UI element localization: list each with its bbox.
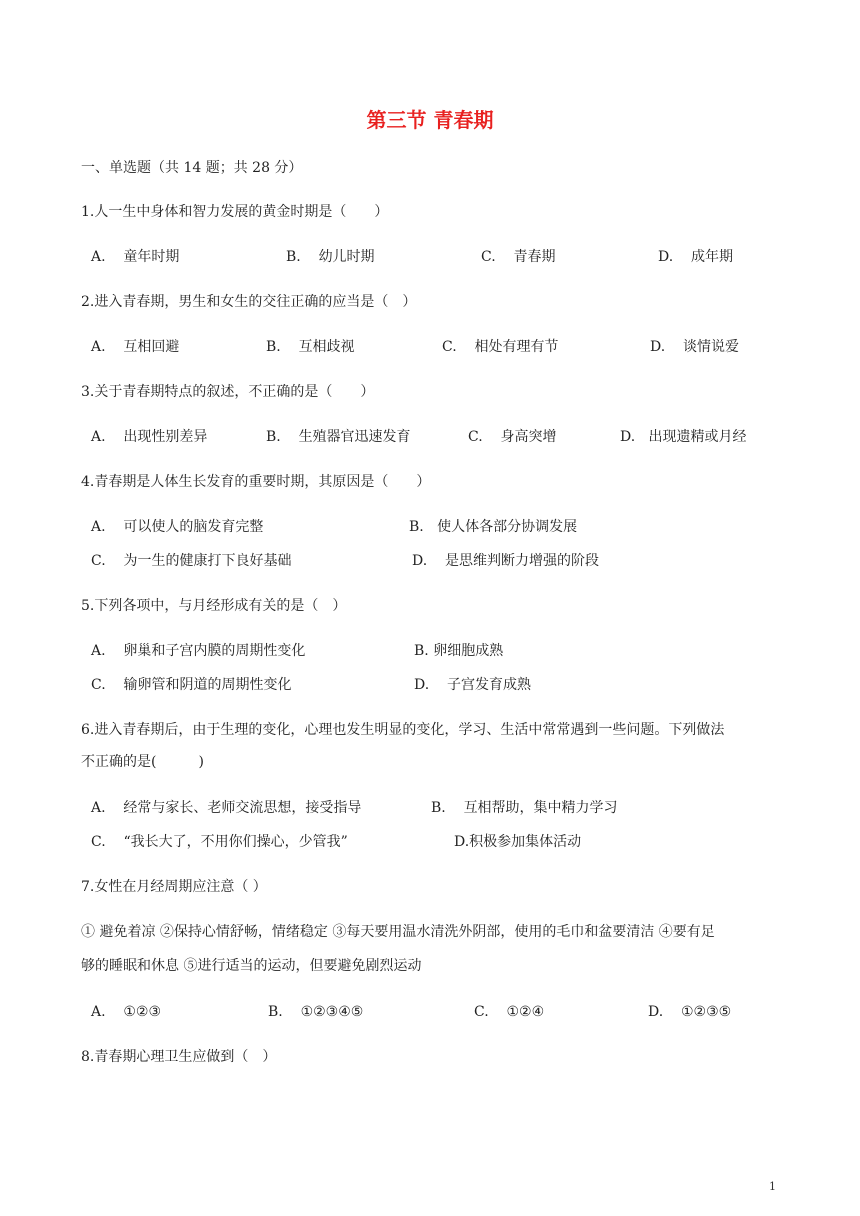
option-text: ①②④: [506, 1004, 545, 1020]
question-4-stem: 4.青春期是人体生长发育的重要时期，其原因是（ ）: [81, 474, 431, 490]
option-letter: A.: [91, 800, 106, 816]
option-letter: B.: [409, 519, 424, 535]
option-text: “我长大了，不用你们操心，少管我”: [123, 834, 348, 850]
option-text: B. 卵细胞成熟: [414, 643, 504, 659]
question-7-body-line1: ① 避免着凉 ②保持心情舒畅，情绪稳定 ③每天要用温水清洗外阴部，使用的毛巾和盆要清洁 ④要有足: [81, 924, 715, 940]
option-text: 成年期: [691, 249, 733, 265]
question-7-stem: 7.女性在月经周期应注意（ ）: [81, 879, 267, 895]
option-letter: A.: [91, 429, 106, 445]
option-letter: B.: [268, 1004, 283, 1020]
option-text: 谈情说爱: [683, 339, 739, 355]
option-letter: A.: [91, 643, 106, 659]
question-8-stem: 8.青春期心理卫生应做到（ ）: [81, 1049, 277, 1065]
q3-option-d: [620, 427, 747, 447]
q2-option-a: [91, 337, 179, 357]
page-number: 1: [769, 1180, 776, 1193]
q5-option-b: [414, 641, 503, 661]
q1-option-d: [658, 247, 733, 267]
option-letter: B.: [431, 800, 446, 816]
section-heading: 一、单选题（共 14 题；共 28 分）: [81, 160, 303, 176]
question-2-stem: 2.进入青春期，男生和女生的交往正确的应当是（ ）: [81, 294, 417, 310]
option-letter: C.: [442, 339, 457, 355]
option-text: 经常与家长、老师交流思想，接受指导: [123, 800, 362, 816]
option-text: 相处有理有节: [474, 339, 559, 355]
q6-option-b: [431, 798, 618, 818]
option-letter: B.: [286, 249, 301, 265]
q7-option-b: [268, 1002, 363, 1022]
question-1-stem: 1.人一生中身体和智力发展的黄金时期是（ ）: [81, 204, 389, 220]
q5-option-a: [91, 641, 305, 661]
option-text: 出现遗精或月经: [648, 429, 747, 445]
option-text: 可以使人的脑发育完整: [123, 519, 264, 535]
q7-option-d: [648, 1002, 731, 1022]
q4-option-c: [91, 551, 291, 571]
option-letter: B.: [266, 429, 281, 445]
option-text: 幼儿时期: [318, 249, 375, 265]
option-text: 使人体各部分协调发展: [437, 519, 578, 535]
option-text: 童年时期: [123, 249, 180, 265]
question-5-stem: 5.下列各项中，与月经形成有关的是（ ）: [81, 598, 347, 614]
option-text: 卵巢和子宫内膜的周期性变化: [123, 643, 306, 659]
q4-option-a: [91, 517, 263, 537]
q3-option-a: [91, 427, 207, 447]
q6-option-a: [91, 798, 361, 818]
q1-option-c: [481, 247, 555, 267]
option-letter: D.: [658, 249, 674, 265]
option-text: ①②③④⑤: [300, 1004, 364, 1020]
q2-option-b: [266, 337, 355, 357]
option-letter: A.: [91, 339, 106, 355]
option-text: 出现性别差异: [123, 429, 208, 445]
page-title: 第三节 青春期: [366, 108, 494, 132]
q5-option-c: [91, 675, 291, 695]
option-letter: D.: [620, 429, 636, 445]
option-text: 互相歧视: [298, 339, 355, 355]
q7-option-c: [474, 1002, 544, 1022]
option-text: 生殖器官迅速发育: [298, 429, 411, 445]
option-text: 是思维判断力增强的阶段: [445, 553, 599, 569]
option-text: 子宫发育成熟: [447, 677, 531, 693]
q3-option-c: [468, 427, 556, 447]
option-text: 为一生的健康打下良好基础: [123, 553, 292, 569]
option-text: 互相帮助，集中精力学习: [463, 800, 618, 816]
option-letter: C.: [91, 834, 106, 850]
q2-option-d: [650, 337, 739, 357]
option-text: 互相回避: [123, 339, 180, 355]
question-6-stem-line2: 不正确的是( ): [81, 754, 204, 770]
option-text: 身高突增: [500, 429, 557, 445]
option-letter: C.: [481, 249, 496, 265]
q6-option-c: [91, 832, 348, 852]
option-text: D.积极参加集体活动: [454, 834, 582, 850]
option-letter: A.: [91, 249, 106, 265]
question-7-body-line2: 够的睡眠和休息 ⑤进行适当的运动，但要避免剧烈运动: [81, 958, 422, 974]
option-letter: C.: [91, 677, 106, 693]
q6-option-d: [454, 832, 581, 852]
option-letter: C.: [474, 1004, 489, 1020]
option-letter: C.: [468, 429, 483, 445]
q1-option-b: [286, 247, 375, 267]
question-3-stem: 3.关于青春期特点的叙述，不正确的是（ ）: [81, 384, 375, 400]
option-letter: C.: [91, 553, 106, 569]
option-text: ①②③: [123, 1004, 162, 1020]
q2-option-c: [442, 337, 558, 357]
q1-option-a: [91, 247, 179, 267]
q4-option-d: [412, 551, 599, 571]
option-text: ①②③⑤: [681, 1004, 732, 1020]
option-letter: D.: [650, 339, 666, 355]
option-text: 青春期: [513, 249, 556, 265]
option-letter: A.: [91, 1004, 106, 1020]
option-letter: D.: [414, 677, 430, 693]
q5-option-d: [414, 675, 531, 695]
option-text: 输卵管和阴道的周期性变化: [123, 677, 292, 693]
option-letter: D.: [648, 1004, 664, 1020]
option-letter: A.: [91, 519, 106, 535]
option-letter: D.: [412, 553, 428, 569]
q4-option-b: [409, 517, 577, 537]
option-letter: B.: [266, 339, 281, 355]
question-6-stem-line1: 6.进入青春期后，由于生理的变化，心理也发生明显的变化，学习、生活中常常遇到一些问题。下列做法: [81, 722, 725, 738]
q3-option-b: [266, 427, 411, 447]
q7-option-a: [91, 1002, 161, 1022]
